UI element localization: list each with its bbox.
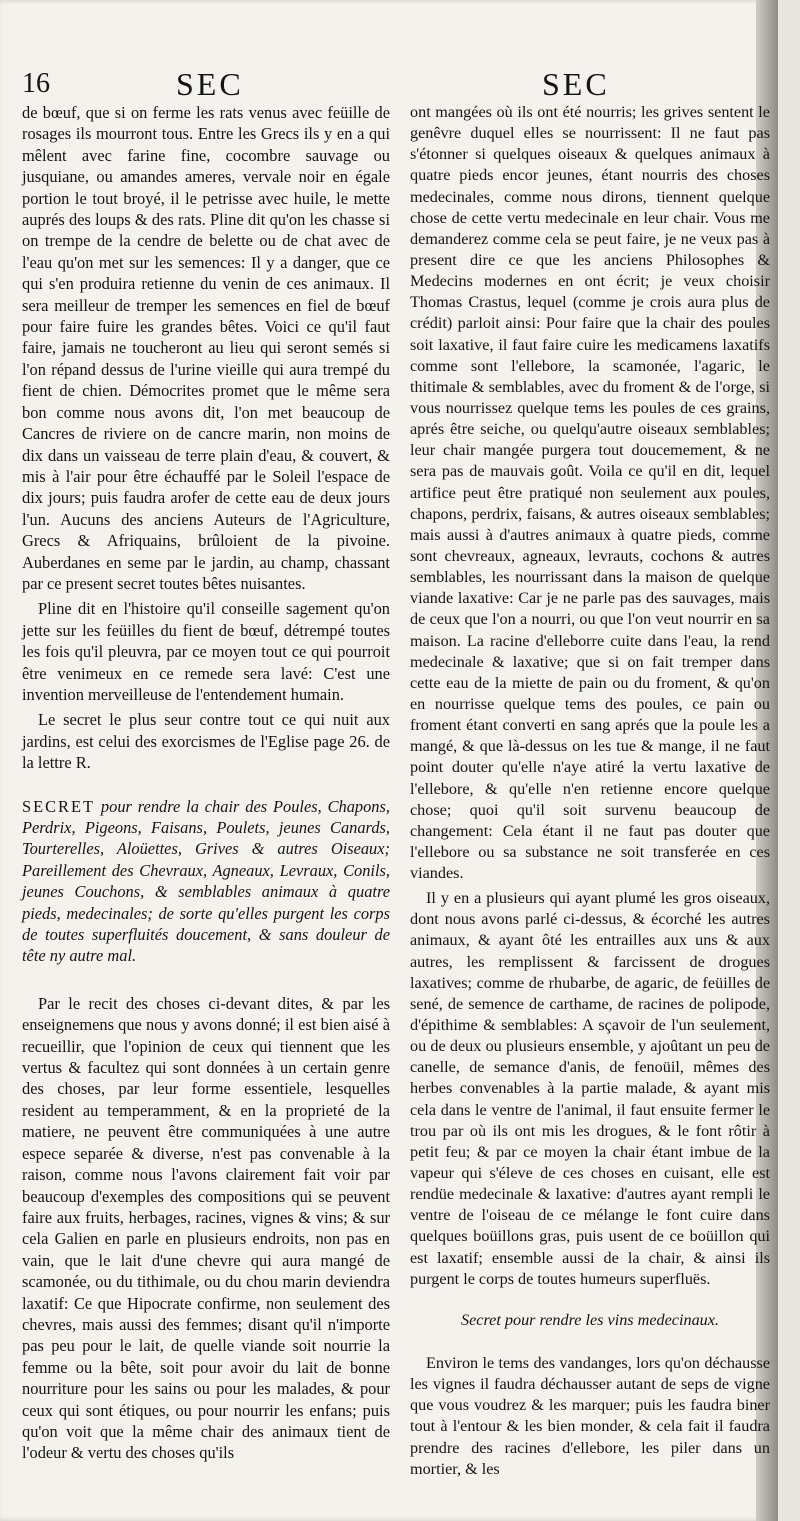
paragraph: Environ le tems des vandanges, lors qu'on déchausse les vignes il faudra déchausser autant de seps de vigne que vous voudrez & les marquer; puis les faudra biner tout à l'entour & les bien monder, & cela fait il faudra prendre des racines d'ellebore, les piler dans un mortier, & les xyxy=(410,1354,770,1478)
running-head-left: SEC xyxy=(176,66,244,102)
right-column xyxy=(410,102,770,1480)
page-number: 16 xyxy=(22,68,50,99)
paragraph: Il y en a plusieurs qui ayant plumé les gros oiseaux, dont nous avons parlé ci-dessus, & écorché les autres animaux, & ayant ôté les entrailles aux uns & aux autres, les remplissent & farcissent de drogues laxatives; comme de rhubarbe, de agaric, de feüilles de sené, de semence de carthame, de racines de polipode, d'épithime & semblables: A sçavoir de l'un seulement, ou de deux ou plusieurs ensemble, y ajoûtant un peu de canelle, de semance d'anis, de fenoüil, mêmes des herbes convenables à la partie malade, & ayant mis cela dans le ventre de l'animal, il faut ensuite fermer le trou par où ils ont mis les drogues, & le font rôtir à petit feu; & par ce moyen la chair étant imbue de la vapeur qui s'éleve de ces choses en cuisant, elle est rendüe medecinale & laxative: d'autres ayant rempli le ventre de l'oiseau de ce mélange le font cuire dans quelques boüillons gras, puis usent de ce boüillon qui est laxatif; ensemble aussi de la chair, & ainsi ils purgent le corps de toutes humeurs superfluës. xyxy=(410,889,770,1288)
left-column xyxy=(22,102,390,1464)
running-head-right: SEC xyxy=(542,66,610,102)
secret-word: SECRET xyxy=(22,796,96,816)
section-heading: Secret pour rendre les vins medecinaux. xyxy=(460,1310,720,1329)
paragraph: Par le recit des choses ci-devant dites, & par les enseignemens que nous y avons donné; il est bien aisé à recueillir, que l'opinion de ceux qui tiennent que les vertus & facultez qui sont données à un certain genre des choses, par leur forme essentiele, lesquelles resident au temperamment, & en la proprieté de la matiere, ne peuvent être communiquées à une autre espece separée & diverse, n'est pas convenable à la raison, comme nous l'avons clairement fait voir par beaucoup d'exemples des compositions qui se peuvent faire aux fruits, herbages, racines, vignes & vins; & sur cela Galien en parle en plusieurs endroits, non pas en vain, que le lait d'une chevre qui aura mangé de scamonée, ou du tithimale, ou du chou marin deviendra laxatif: Ce que Hipocrate confirme, non seulement des chevres, mais aussi des femmes; disant qu'il n'importe pas peu pour le lait, de quelle viande soit nourrie la femme ou la bête, soit pour avoir du lait de bonne nourriture pour les sains ou pour les malades, & pour ceux qui sont étiques, ou pour nourrir les enfans; puis qu'on voit que la même chair des animaux tient de l'odeur & vertu des choses qu'ils xyxy=(22,993,390,1463)
secret-heading xyxy=(22,796,390,967)
paragraph: Pline dit en l'histoire qu'il conseille sagement qu'on jette sur les feüilles du fient de bœuf, détrempé toutes les fois qu'il pleuvra, par ce moyen tout ce qui pourroit être venimeux en ce remede sera lavé: C'est une invention merveilleuse de l'entendement humain. xyxy=(22,599,390,704)
paragraph: Le secret le plus seur contre tout ce qui nuit aux jardins, est celui des exorcismes de l'Eglise page 26. de la lettre R. xyxy=(22,710,390,773)
paragraph: ont mangées où ils ont été nourris; les grives sentent le genêvre duquel elles se nourrissent: Il ne faut pas s'étonner si quelques oiseaux & quelques animaux à quatre pieds encor jeunes, étant nourris des choses medecinales, comme nous dirons, tiennent quelque chose de cette vertu medecinale en leur chair. Vous me demanderez comme cela se peut faire, je ne veux pas à present dire ce que les anciens Philosophes & Medecins modernes en ont écrit; je veux choisir Thomas Crastus, lequel (comme je crois aura plus de crédit) parloit ainsi: Pour faire que la chair des poules soit laxative, il faut faire cuire les medicamens laxatifs comme sont l'ellebore, la scamonée, l'agaric, le thitimale & semblables, avec du froment & de l'orge, si vous nourrissez quelque tems les poules de ces grains, aprés être seiche, ou quelqu'autre oiseaux semblables; leur chair mangée purgera tout doucemement, & ne sera pas de mauvais goût. Voila ce qu'il en dit, lequel artifice peut être pratiqué non seulement aux poules, chapons, perdrix, faisans, & autres oiseaux semblables; mais aussi à d'autres animaux à quatre pieds, comme sont chevreaux, agneaux, levrauts, cochons & autres semblables, les nourrissant dans la maison de quelque viande laxative: Car je ne parle pas des sauvages, mais de ceux que l'on a nourri, ou que l'on veut nourrir en sa maison. La racine d'elleborre cuite dans l'eau, la rend medecinale & laxative; que si on fait tremper dans cette eau de la miette de pain ou du froment, & qu'on en nourrisse quelque tems des poules, ce pain ou froment étant converti en sang aprés que la poule les a mangé, & que là-dessus on les tue & mange, il ne faut point douter qu'elle n'aye atiré la vertu laxative de l'ellebore, & qu'elle n'en retienne encore quelque chose; quoi qu'il soit survenu beaucoup de changement: Cela étant il ne faut pas douter que l'ellebore ou sa substance ne soit transferée en ces viandes. xyxy=(410,103,770,883)
paragraph: de bœuf, que si on ferme les rats venus avec feüille de rosages ils mourront tous. Entre les Grecs ils y en a qui mêlent avec farine fine, cocombre sauvage ou jusquiane, ou amandes ameres, vervale noir en égale portion le tout broyé, il le petrisse avec huile, le mette auprés des loups & des rats. Pline dit qu'on les chasse si on trempe de la cendre de belette ou de chat avec de l'eau qu'on met sur les semences: Il y a danger, que ce qui s'en produira retienne du venin de ces animaux. Il sera meilleur de tremper les semences en fiel de bœuf pour faire fuire les grandes bêtes. Voici ce qu'il faut faire, jamais ne toucheront au lieu qui seront semés si l'on répand dessus de l'urine vieille qui aura trempé du fient de chien. Démocrites promet que le même sera bon comme nous avons dit, l'on met beaucoup de Cancres de riviere on de cancre marin, non moins de dix dans un vaisseau de terre plain d'eau, & couvert, & mis à l'air pour être échauffé par le Soleil l'espace de dix jours; puis faudra arofer de cette eau de deux jours l'un. Aucuns des anciens Auteurs de l'Agriculture, Grecs & Afriquains, brûloient de la pivoine. Auberdanes en seme par le jardin, au champ, chassant par ce present secret toutes bêtes nuisantes. xyxy=(22,103,390,593)
secret-title-text: pour rendre la chair des Poules, Chapons, Perdrix, Pigeons, Faisans, Poulets, jeunes Canards, Tourterelles, Aloüettes, Grives & autres Oiseaux; Pareillement des Chevraux, Agneaux, Levraux, Conils, jeunes Couchons, & semblables animaux à quatre pieds, medecinales; de sorte qu'elles purgent les corps de toutes superfluités doucement, & sans douleur de tête ny autre mal. xyxy=(22,796,390,966)
